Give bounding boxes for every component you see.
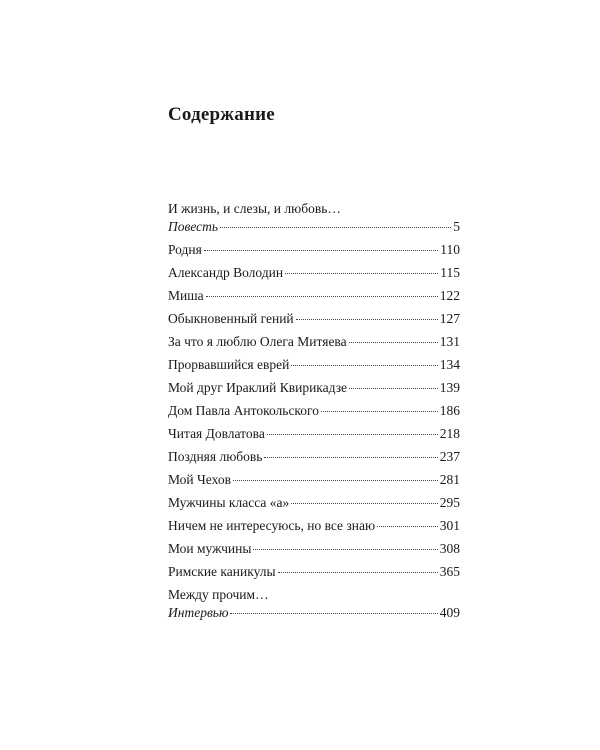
toc-entry-title: Прорвавшийся еврей	[168, 357, 290, 372]
dot-leader	[349, 388, 438, 389]
toc-entry-title: За что я люблю Олега Митяева	[168, 334, 347, 349]
dot-leader	[233, 480, 438, 481]
dot-leader	[278, 572, 438, 573]
toc-entry-page-number: 218	[439, 426, 460, 441]
toc-entry-title: Александр Володин	[168, 265, 284, 280]
dot-leader	[220, 227, 451, 228]
toc-entry-page-number: 139	[439, 380, 460, 395]
toc-entry	[168, 563, 460, 581]
toc-entry-page-number: 281	[439, 472, 460, 487]
toc-entry-title: Мои мужчины	[168, 541, 252, 556]
toc-entry-row	[168, 448, 460, 466]
dot-leader	[253, 549, 437, 550]
dot-leader	[264, 457, 437, 458]
dot-leader	[206, 296, 438, 297]
toc-entry-row	[168, 218, 460, 236]
toc-entry-title: Мой Чехов	[168, 472, 231, 487]
toc-entry	[168, 310, 460, 328]
toc-entry-page-number: 115	[440, 265, 460, 280]
toc-entry-row	[168, 379, 460, 397]
toc-entry-row	[168, 333, 460, 351]
dot-leader	[349, 342, 438, 343]
toc-entry	[168, 425, 460, 443]
toc-entry-title: Читая Довлатова	[168, 426, 265, 441]
toc-entry-title: Повесть	[168, 219, 219, 234]
dot-leader	[230, 613, 437, 614]
toc-entry-title: Родня	[168, 242, 202, 257]
toc-entry-title: Дом Павла Антокольского	[168, 403, 320, 418]
table-of-contents	[168, 200, 460, 627]
toc-entry-page-number: 134	[439, 357, 460, 372]
toc-entry-heading: Между прочим…	[168, 587, 269, 602]
toc-entry-row	[168, 471, 460, 489]
toc-entry-title: Мужчины класса «а»	[168, 495, 290, 510]
toc-entry	[168, 586, 460, 622]
toc-entry-title: Поздняя любовь	[168, 449, 263, 464]
dot-leader	[267, 434, 438, 435]
toc-entry	[168, 356, 460, 374]
toc-entry-row	[168, 540, 460, 558]
toc-entry-page-number: 301	[439, 518, 460, 533]
toc-entry	[168, 241, 460, 259]
toc-entry-page-number: 365	[439, 564, 460, 579]
toc-entry-row	[168, 287, 460, 305]
toc-entry	[168, 333, 460, 351]
toc-entry	[168, 448, 460, 466]
toc-entry	[168, 264, 460, 282]
dot-leader	[204, 250, 438, 251]
dot-leader	[291, 365, 437, 366]
toc-entry-title: Римские каникулы	[168, 564, 276, 579]
toc-entry	[168, 494, 460, 512]
toc-entry-page-number: 186	[439, 403, 460, 418]
toc-entry-page-number: 110	[440, 242, 460, 257]
toc-entry-row	[168, 425, 460, 443]
toc-entry-page-number: 5	[453, 219, 460, 234]
toc-entry-page-number: 308	[439, 541, 460, 556]
toc-entry-row	[168, 517, 460, 535]
toc-entry-row	[168, 264, 460, 282]
toc-entry-title: Обыкновенный гений	[168, 311, 294, 326]
dot-leader	[296, 319, 438, 320]
dot-leader	[321, 411, 438, 412]
toc-entry	[168, 471, 460, 489]
toc-entry-page-number: 131	[439, 334, 460, 349]
page-title: Содержание	[168, 104, 275, 125]
toc-entry-row	[168, 604, 460, 622]
toc-entry-row	[168, 356, 460, 374]
toc-entry	[168, 379, 460, 397]
toc-entry-title: Интервью	[168, 605, 229, 620]
toc-entry-page-number: 127	[439, 311, 460, 326]
toc-entry-title: Ничем не интересуюсь, но все знаю	[168, 518, 376, 533]
toc-entry	[168, 402, 460, 420]
toc-entry-page-number: 295	[439, 495, 460, 510]
dot-leader	[291, 503, 438, 504]
toc-entry-page-number: 237	[439, 449, 460, 464]
toc-entry-row	[168, 563, 460, 581]
dot-leader	[285, 273, 438, 274]
toc-entry	[168, 540, 460, 558]
dot-leader	[377, 526, 438, 527]
toc-entry-page-number: 122	[439, 288, 460, 303]
toc-entry-title: Мой друг Ираклий Квирикадзе	[168, 380, 348, 395]
toc-entry-row	[168, 310, 460, 328]
toc-entry-heading: И жизнь, и слезы, и любовь…	[168, 201, 341, 216]
toc-entry	[168, 287, 460, 305]
toc-entry	[168, 200, 460, 236]
toc-entry-row	[168, 494, 460, 512]
toc-entry-row	[168, 241, 460, 259]
toc-entry-title: Миша	[168, 288, 204, 303]
toc-entry	[168, 517, 460, 535]
toc-entry-page-number: 409	[439, 605, 460, 620]
toc-entry-row	[168, 402, 460, 420]
